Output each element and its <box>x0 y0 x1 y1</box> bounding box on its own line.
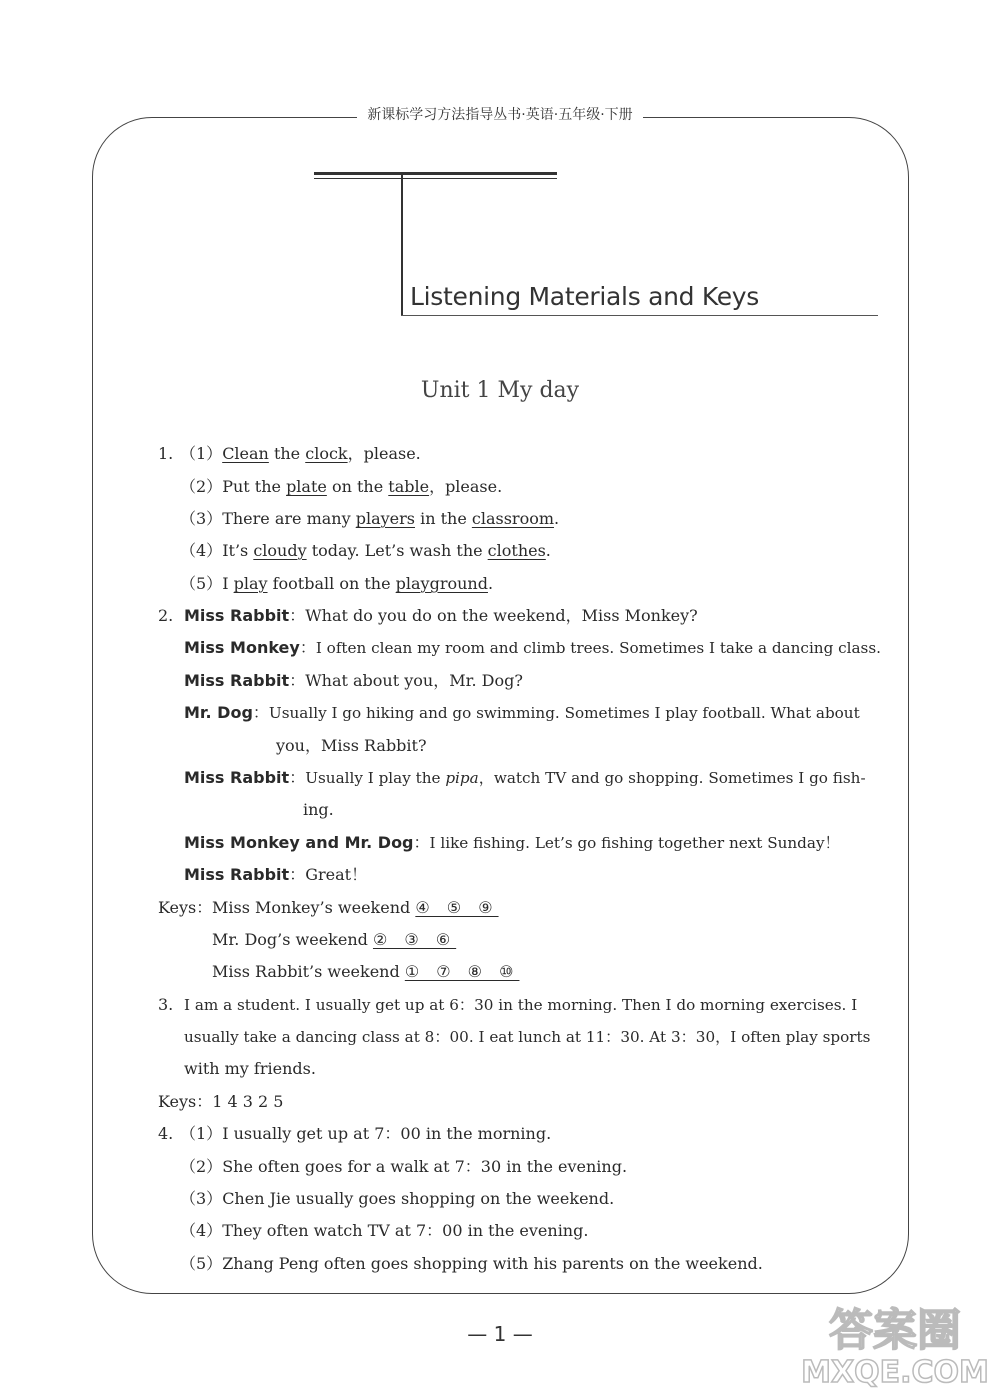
speaker: Miss Rabbit <box>184 606 290 625</box>
speaker: Miss Rabbit <box>184 671 290 690</box>
dialog-text: I often clean my room and climb trees. Sometimes I take a dancing class. <box>315 639 881 657</box>
item-text: ，please. <box>347 444 421 463</box>
dialog-line: Miss Monkey：I often clean my room and climb trees. Sometimes I take a dancing class. <box>184 638 881 657</box>
keys-label: Keys： <box>158 898 213 917</box>
answer-word: players <box>355 509 415 528</box>
answer-word: clothes <box>487 541 546 560</box>
answer-word: table <box>388 477 430 496</box>
key-row: Miss Rabbit’s weekend ① ⑦ ⑧ ⑩ <box>212 962 520 981</box>
key-row: Miss Monkey’s weekend ④ ⑤ ⑨ <box>212 898 499 917</box>
dialog-line: Miss Monkey and Mr. Dog：I like fishing. Let’s go fishing together next Sunday！ <box>184 833 840 852</box>
item-text: the <box>268 444 306 463</box>
q1-item <box>180 508 559 530</box>
dialog-text: I like fishing. Let’s go fishing together next Sunday！ <box>429 834 840 852</box>
item-text: There are many <box>222 509 356 528</box>
item-text: Put the <box>222 477 287 496</box>
dialog-line: Miss Rabbit：What do you do on the weekend，Miss Monkey? <box>184 606 698 625</box>
key-answers: ② ③ ⑥ <box>372 930 457 949</box>
q1-item <box>180 443 421 465</box>
item-number: （5） <box>180 574 223 593</box>
answer-word: classroom <box>471 509 554 528</box>
speaker: Miss Monkey and Mr. Dog <box>184 833 414 852</box>
q1-number: 1. <box>158 444 174 463</box>
page-number: — 1 — <box>467 1322 533 1346</box>
key-answers: ④ ⑤ ⑨ <box>415 898 499 917</box>
answer-word: playground <box>395 574 488 593</box>
item-number: （4） <box>180 541 223 560</box>
item-text: in the <box>414 509 472 528</box>
decor-bar-thin <box>314 178 557 179</box>
dialog-line: Mr. Dog：Usually I go hiking and go swimming. Sometimes I play football. What about <box>184 703 860 722</box>
answer-word: cloudy <box>253 541 307 560</box>
dialog-line: Miss Rabbit：Usually I play the pipa，watch TV and go shopping. Sometimes I go fish- <box>184 768 866 787</box>
item-text: today. Let’s wash the <box>306 541 488 560</box>
item-number: （3） <box>180 509 223 528</box>
q3-text-line: I am a student. I usually get up at 6：30 in the morning. Then I do morning exercises. I <box>184 996 858 1014</box>
watermark <box>800 1290 990 1390</box>
item-text: . <box>545 541 551 560</box>
item-text: . <box>487 574 494 593</box>
watermark-top: 答案圈 <box>829 1305 961 1356</box>
dialog-text: Usually I go hiking and go swimming. Sometimes I play football. What about <box>268 704 860 722</box>
unit-title: Unit 1 My day <box>420 378 580 403</box>
item-text: I <box>222 574 234 593</box>
item-text: . <box>554 509 560 528</box>
speaker: Miss Rabbit <box>184 768 290 787</box>
q1-item <box>180 573 493 595</box>
q1-item <box>180 476 502 498</box>
q3-number: 3. <box>158 995 174 1014</box>
speaker: Mr. Dog <box>184 703 253 722</box>
item-text: ，please. <box>429 477 503 496</box>
q4-item: （5）Zhang Peng often goes shopping with his parents on the weekend. <box>180 1254 763 1273</box>
q1-item <box>180 540 551 562</box>
q4-item: （1）I usually get up at 7：00 in the morning. <box>180 1124 552 1143</box>
dialog-text: What do you do on the weekend，Miss Monkey? <box>305 606 698 625</box>
speaker: Miss Monkey <box>184 638 300 657</box>
answer-word: Clean <box>222 444 269 463</box>
item-number: （1） <box>180 444 223 463</box>
item-text: on the <box>326 477 389 496</box>
item-number: （2） <box>180 477 223 496</box>
q4-item: （4）They often watch TV at 7：00 in the evening. <box>180 1221 589 1240</box>
keys3: Keys：1 4 3 2 5 <box>158 1092 284 1111</box>
answer-word: clock <box>305 444 348 463</box>
answer-word: play <box>233 574 268 593</box>
speaker: Miss Rabbit <box>184 865 290 884</box>
q4-item: （3）Chen Jie usually goes shopping on the weekend. <box>180 1189 615 1208</box>
dialog-text: Usually I play the pipa，watch TV and go shopping. Sometimes I go fish- <box>305 769 866 787</box>
key-answers: ① ⑦ ⑧ ⑩ <box>404 962 520 981</box>
item-text: football on the <box>267 574 396 593</box>
decor-horizontal-line <box>401 315 878 316</box>
decor-vertical-line <box>401 172 403 316</box>
q4-item: （2）She often goes for a walk at 7：30 in the evening. <box>180 1157 628 1176</box>
dialog-line: Miss Rabbit：Great！ <box>184 865 368 884</box>
item-text: It’s <box>222 541 254 560</box>
dialog-continuation: you，Miss Rabbit? <box>276 736 427 755</box>
key-row: Mr. Dog’s weekend ② ③ ⑥ <box>212 930 457 949</box>
dialog-text: What about you，Mr. Dog? <box>305 671 523 690</box>
q3-text-line: with my friends. <box>184 1059 316 1078</box>
answer-word: plate <box>286 477 327 496</box>
q4-number: 4. <box>158 1124 174 1143</box>
book-header: 新课标学习方法指导丛书·英语·五年级·下册 <box>0 104 1000 124</box>
dialog-text: Great！ <box>305 865 368 884</box>
q2-number: 2. <box>158 606 174 625</box>
section-title: Listening Materials and Keys <box>410 282 759 311</box>
dialog-continuation: ing. <box>303 800 334 819</box>
watermark-bottom: MXQE.COM <box>801 1355 989 1390</box>
q3-text-line: usually take a dancing class at 8：00. I eat lunch at 11：30. At 3：30，I often play sports <box>184 1028 871 1046</box>
decor-bar <box>314 172 557 175</box>
dialog-line: Miss Rabbit：What about you，Mr. Dog? <box>184 671 523 690</box>
